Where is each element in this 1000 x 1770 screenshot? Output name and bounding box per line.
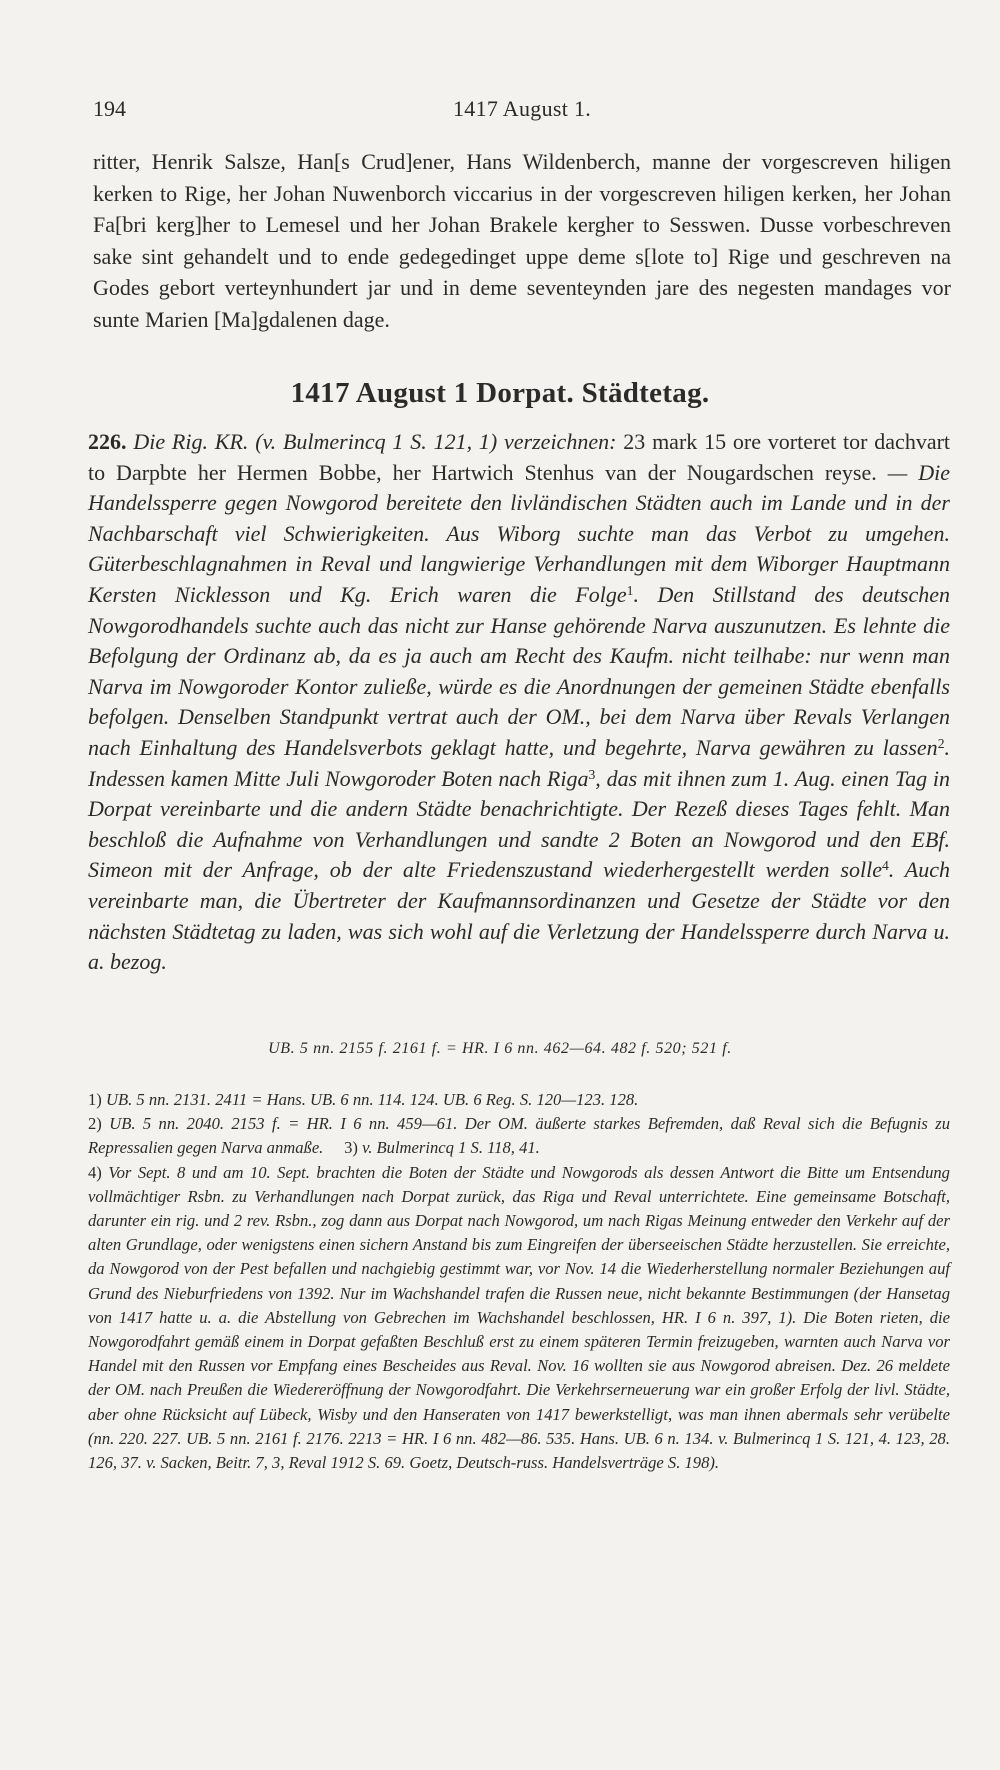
page-header bbox=[93, 96, 940, 124]
footnote-2-3 bbox=[88, 1112, 950, 1160]
footnote-text: UB. 5 nn. 2040. 2153 f. = HR. I 6 nn. 459—61. Der OM. äußerte starkes Befremden, daß Reval sich die Befugnis zu Repressalien gegen Narva anmaße. bbox=[88, 1114, 950, 1158]
footnote-mark: 2) bbox=[88, 1114, 102, 1134]
entry-commentary-2: . Den Stillstand des deutschen Nowgorodhandels suchte auch das nicht zur Hanse gehörende Narva auszunutzen. Es lehnte die Befolgung der Ordinanz ab, da es ja auch am Recht des Kaufm. nicht teilhabe: nur wenn man Narva im Nowgoroder Kontor zuließe, würde es die Anordnungen der gemeinen Städte ebenfalls befolgen. Denselben Standpunkt vertrat auch der OM., bei dem Narva über Revals Verlangen nach Einhaltung des Handelsverbots geklagt hatte, und begehrte, Narva gewähren zu lassen bbox=[88, 581, 950, 760]
footnote-text: UB. 5 nn. 2131. 2411 = Hans. UB. 6 nn. 114. 124. UB. 6 Reg. S. 120—123. 128. bbox=[105, 1090, 639, 1109]
footnotes bbox=[88, 1088, 950, 1475]
footnote-ref-2[interactable]: 2 bbox=[937, 736, 945, 752]
footnote-ref-4[interactable]: 4 bbox=[881, 858, 889, 874]
entry-commentary-5: . Auch vereinbarte man, die Übertreter der Kaufmannsordinanzen und Gesetze der Städte vor den nächsten Städtetag zu laden, was sich wohl auf die Verletzung der Handelssperre durch Narva u. a. bezog. bbox=[88, 857, 951, 975]
entry-commentary-4: , das mit ihnen zum 1. Aug. einen Tag in Dorpat vereinbarte und die andern Städte benachrichtigte. Der Rezeß dieses Tages fehlt. Man beschloß die Aufnahme von Verhandlungen und sandte 2 Boten an Nowgorod und den EBf. Simeon mit der Anfrage, ob der alte Friedenszustand wiederhergestellt werden solle bbox=[88, 765, 950, 883]
page-number: 194 bbox=[93, 96, 126, 121]
footnote-ref-3[interactable]: 3 bbox=[588, 766, 596, 782]
running-title: 1417 August 1. bbox=[453, 96, 592, 121]
entry-commentary-1: — Die Handelssperre gegen Nowgorod bereitete den livländischen Städten auch im Lande und in der Nachbarschaft viel Schwierigkeiten. Aus Wiborg suchte man das Verbot zu umgehen. Güterbeschlagnahmen in Reval und langwierige Verhandlungen mit dem Wiborger Hauptmann Kersten Nicklesson und Kg. Erich waren die Folge bbox=[88, 459, 950, 607]
footnote-mark: 3) bbox=[344, 1138, 358, 1158]
footnote-4 bbox=[88, 1161, 950, 1476]
footnote-ref-1[interactable]: 1 bbox=[626, 583, 634, 599]
entry-quote: 23 mark 15 ore vorteret tor dachvart to Darpbte her Hermen Bobbe, her Hartwich Stenhus van der Nougardschen reyse. bbox=[88, 429, 951, 485]
footnote-text: Vor Sept. 8 und am 10. Sept. brachten die Boten der Städte und Nowgorods als dessen Antwort die Bitte um Entsendung vollmächtiger Rsbn. zu Verhandlungen nach Dorpat zurück, das Riga und Reval unterrichtete. Eine gemeinsame Botschaft, darunter ein rig. und 2 rev. Rsbn., zog dann aus Dorpat nach Nowgorod, um nach Rigas Meinung entweder den Verkehr auf der alten Grundlage, oder wenigstens einen sichern Anstand bis zum Eingreifen der überseeischen Städte herzustellen. Sie erreichte, da Nowgorod von der Pest befallen und nachgiebig gestimmt war, vor Nov. 14 die Wiederherstellung normaler Beziehungen auf Grund des Nieburfriedens von 1392. Nur im Wachshandel trafen die Russen neue, nicht bekannte Bestimmungen (der Hansetag von 1417 hatte u. a. die Abstellung von Gebrechen im Wachshandel beschlossen, HR. I 6 n. 397, 1). Die Boten rieten, die Nowgorodfahrt gemäß einem in Dorpat gefaßten Beschluß erst zu einem späteren Termin freizugeben, warnten auch Narva vor Handel mit den Russen vor Empfang eines Bescheides aus Reval. Nov. 16 wollten sie aus Nowgorod abreisen. Dez. 26 meldete der OM. nach Preußen die Wiedereröffnung der Nowgorodfahrt. Die Verkehrserneuerung war ein großer Erfolg der livl. Städte, aber ohne Rücksicht auf Lübeck, Wisby und den Hanseraten von 1417 bewerkstelligt, was man ihnen abermals sehr verübelte (nn. 220. 227. UB. 5 nn. 2161 f. 2176. 2213 = HR. I 6 nn. 482—86. 535. Hans. UB. 6 n. 134. v. Bulmerincq 1 S. 121, 4. 123, 28. 126, 37. v. Sacken, Beitr. 7, 3, Reval 1912 S. 69. Goetz, Deutsch-russ. Handelsverträge S. 198). bbox=[88, 1162, 950, 1473]
footnote-text: v. Bulmerincq 1 S. 118, 41. bbox=[362, 1138, 540, 1158]
section-heading: 1417 August 1 Dorpat. Städtetag. bbox=[290, 377, 710, 409]
footnote-1 bbox=[88, 1088, 950, 1112]
entry-number: 226. bbox=[88, 429, 127, 454]
footnote-mark: 1) bbox=[88, 1090, 102, 1109]
entry-commentary-3: . Indessen kamen Mitte Juli Nowgoroder Boten nach Riga bbox=[88, 734, 950, 791]
entry-paragraph bbox=[88, 427, 950, 978]
reference-line: UB. 5 nn. 2155 f. 2161 f. = HR. I 6 nn. 462—64. 482 f. 520; 521 f. bbox=[268, 1040, 732, 1057]
footnote-mark: 4) bbox=[88, 1162, 102, 1182]
entry-source-note: Die Rig. KR. (v. Bulmerincq 1 S. 121, 1) verzeichnen: bbox=[133, 429, 617, 454]
continued-paragraph: ritter, Henrik Salsze, Han[s Crud]ener, Hans Wildenberch, manne der vorgescreven hiligen kerken to Rige, her Johan Nuwenborch viccarius in der vorgescreven hiligen kerken, her Johan Fa[bri kerg]her to Lemesel und her Johan Brakele kergher to Sesswen. Dusse vorbeschreven sake sint gehandelt und to ende gedegedinget uppe deme s[lote to] Rige und geschreven na Godes gebort verteynhundert jar und in deme seventeynden jare des negesten mandages vor sunte Marien [Ma]gdalenen dage. bbox=[93, 149, 951, 332]
